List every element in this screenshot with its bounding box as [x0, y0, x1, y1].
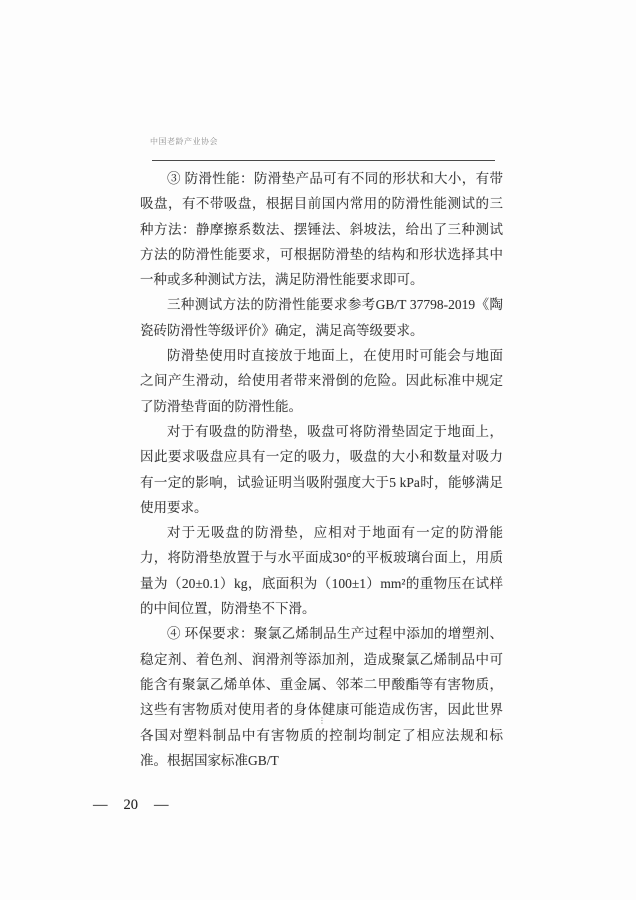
paragraph-non-suction-mats: 对于无吸盘的防滑垫，应相对于地面有一定的防滑能力，将防滑垫放置于与水平面成30°的平板玻璃台面上，用质量为（20±0.1）kg，底面积为（100±1）mm²的重物压在试样的中间位置，防滑垫不下滑。 — [140, 525, 503, 617]
page-header-org-name: 中国老龄产业协会 — [150, 137, 218, 146]
page-number-right-dash: — — [154, 797, 169, 813]
paragraph-test-method-reference: 三种测试方法的防滑性能要求参考GB/T 37798-2019《陶瓷砖防滑性等级评价》确定，满足高等级要求。 — [140, 297, 503, 338]
scan-artifact-mark: ⋮ — [318, 716, 326, 725]
header-divider-rule — [152, 160, 495, 161]
page-number: 20 — [123, 797, 138, 813]
paragraph-suction-cup-mats: 对于有吸盘的防滑垫，吸盘可将防滑垫固定于地面上，因此要求吸盘应具有一定的吸力，吸盘的大小和数量对吸力有一定的影响，试验证明当吸附强度大于5 kPa时，能够满足使用要求。 — [140, 423, 503, 515]
paragraph-anti-slip-performance: ③ 防滑性能：防滑垫产品可有不同的形状和大小，有带吸盘，有不带吸盘，根据目前国内常用的防滑性能测试的三种方法：静摩擦系数法、摆锤法、斜坡法，给出了三种测试方法的防滑性能要求，可根据防滑垫的结构和形状选择其中一种或多种测试方法，满足防滑性能要求即可。 — [140, 171, 503, 288]
paragraph-mat-backside-slip: 防滑垫使用时直接放于地面上，在使用时可能会与地面之间产生滑动，给使用者带来滑倒的危险。因此标准中规定了防滑垫背面的防滑性能。 — [140, 348, 503, 414]
page-number-footer — [93, 797, 169, 814]
body-text-block — [140, 166, 503, 773]
paragraph-environmental-requirements: ④ 环保要求：聚氯乙烯制品生产过程中添加的增塑剂、稳定剂、着色剂、润滑剂等添加剂，造成聚氯乙烯制品中可能含有聚氯乙烯单体、重金属、邻苯二甲酸酯等有害物质，这些有害物质对使用者的身体健康可能造成伤害，因此世界各国对塑料制品中有害物质的控制均制定了相应法规和标准。根据国家标准GB/T — [140, 626, 503, 768]
page-number-left-dash: — — [93, 797, 108, 813]
